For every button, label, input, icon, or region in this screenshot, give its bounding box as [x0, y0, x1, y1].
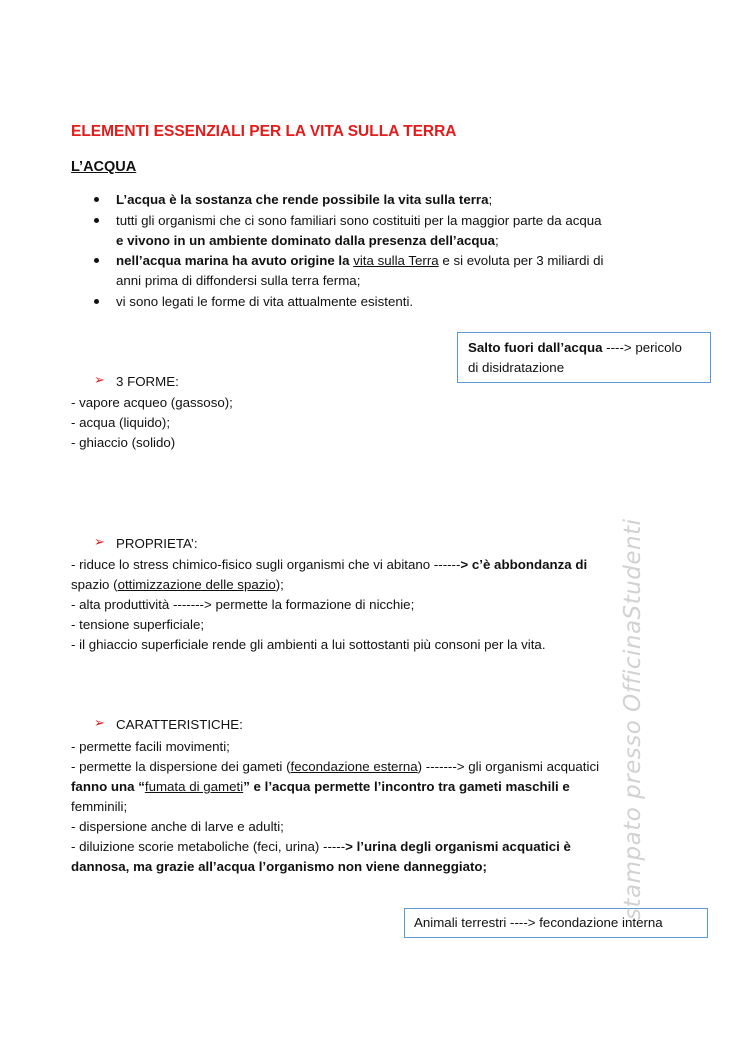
- caratteristiche-line-2: - permette la dispersione dei gameti (fecondazione esterna) -------> gli organismi acquatici: [71, 759, 600, 774]
- note-box-line-1: Salto fuori dall’acqua ----> pericolo: [468, 340, 682, 355]
- bullet-dot: [94, 218, 99, 223]
- bullet-2-line-1: tutti gli organismi che ci sono familiari sono costituiti per la maggior parte da acqua: [116, 213, 602, 228]
- caratteristiche-line-3: fanno una “fumata di gameti” e l’acqua permette l’incontro tra gameti maschili e: [71, 779, 570, 794]
- note-box-fecondazione: [404, 908, 708, 938]
- bullet-1: L’acqua è la sostanza che rende possibile la vita sulla terra;: [116, 192, 493, 207]
- forme-item: - acqua (liquido);: [71, 415, 171, 430]
- note-box-line-2: di disidratazione: [468, 360, 565, 375]
- proprieta-line-2: spazio (ottimizzazione delle spazio);: [71, 577, 284, 592]
- proprieta-line-1: - riduce lo stress chimico-fisico sugli organismi che vi abitano ------> c’è abbondanza di: [71, 557, 588, 572]
- bullet-3-line-2: anni prima di diffondersi sulla terra ferma;: [116, 273, 361, 288]
- arrow-bullet-icon: ➢: [94, 715, 105, 730]
- forme-item: - ghiaccio (solido): [71, 435, 176, 450]
- forme-item: - vapore acqueo (gassoso);: [71, 395, 233, 410]
- caratteristiche-line-4: femminili;: [71, 799, 128, 814]
- proprieta-line-4: - tensione superficiale;: [71, 617, 205, 632]
- forme-heading: 3 FORME:: [116, 374, 179, 389]
- note-box-text: Animali terrestri ----> fecondazione interna: [414, 915, 663, 930]
- bullet-dot: [94, 197, 99, 202]
- caratteristiche-line-6: - diluizione scorie metaboliche (feci, urina) -----> l’urina degli organismi acquatici è: [71, 839, 571, 854]
- link-vita-sulla-terra: vita sulla Terra: [353, 253, 439, 268]
- section-title: L’ACQUA: [71, 159, 137, 175]
- bullet-dot: [94, 258, 99, 263]
- watermark: stampato presso OfficinaStudenti: [620, 518, 646, 920]
- proprieta-heading: PROPRIETA’:: [116, 536, 198, 551]
- caratteristiche-heading: CARATTERISTICHE:: [116, 717, 243, 732]
- arrow-bullet-icon: ➢: [94, 372, 105, 387]
- page-title: ELEMENTI ESSENZIALI PER LA VITA SULLA TERRA: [71, 123, 457, 140]
- note-box-disidratazione: [457, 332, 711, 383]
- bullet-2-line-2: e vivono in un ambiente dominato dalla presenza dell’acqua;: [116, 233, 499, 248]
- bullet-dot: [94, 299, 99, 304]
- bullet-4: vi sono legati le forme di vita attualmente esistenti.: [116, 294, 414, 309]
- proprieta-line-3: - alta produttività -------> permette la formazione di nicchie;: [71, 597, 415, 612]
- bullet-3-line-1: nell’acqua marina ha avuto origine la vita sulla Terra e si evoluta per 3 miliardi di: [116, 253, 604, 268]
- arrow-bullet-icon: ➢: [94, 534, 105, 549]
- caratteristiche-line-7: dannosa, ma grazie all’acqua l’organismo non viene danneggiato;: [71, 859, 487, 874]
- caratteristiche-line-1: - permette facili movimenti;: [71, 739, 230, 754]
- caratteristiche-line-5: - dispersione anche di larve e adulti;: [71, 819, 284, 834]
- proprieta-line-5: - il ghiaccio superficiale rende gli ambienti a lui sottostanti più consoni per la vita.: [71, 637, 546, 652]
